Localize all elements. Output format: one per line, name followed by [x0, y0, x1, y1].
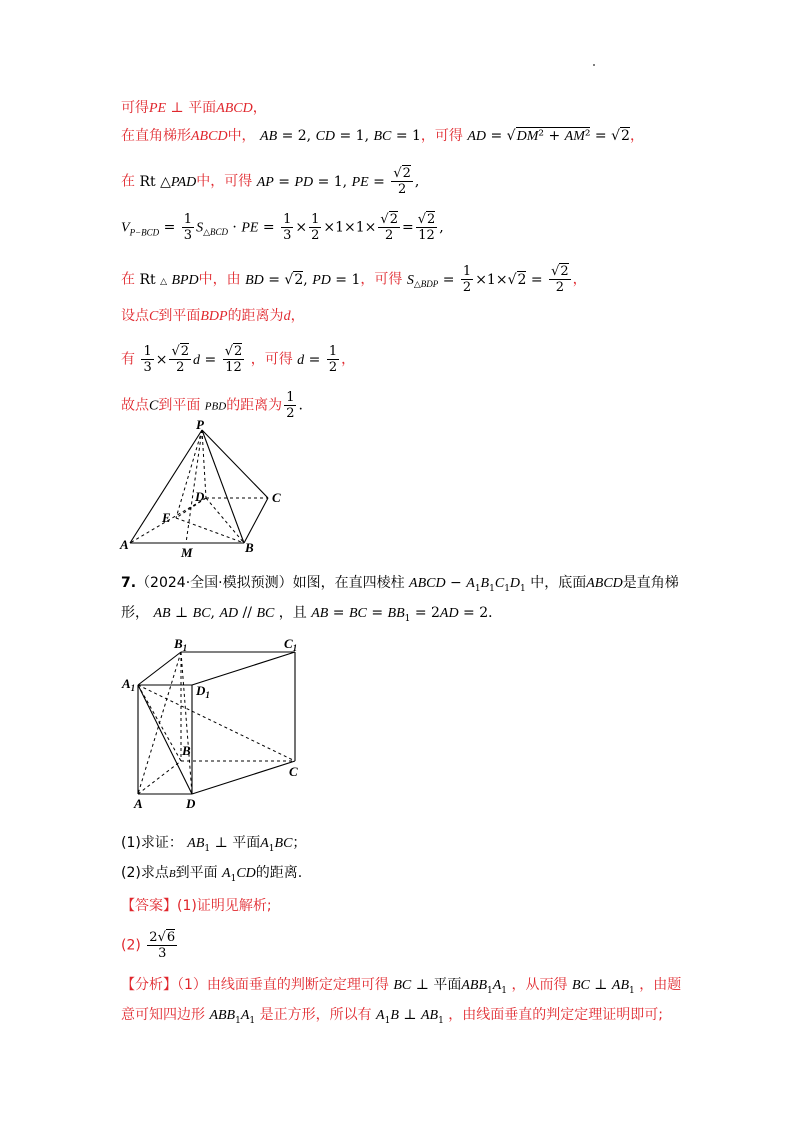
label-D: D — [195, 489, 205, 504]
label-A: A — [134, 796, 143, 811]
pyramid-figure — [118, 418, 298, 560]
solution-line-8: 故点C到平面 PBD的距离为 $\frac{1}{2}$ . — [121, 390, 303, 421]
solution-line-3: 在 Rt △PAD中，可得 AP = PD = 1, PE = $\frac{√2}{2}$ , — [121, 166, 420, 197]
solution-line-6: 设点C到平面BDP的距离为d， — [121, 308, 305, 324]
problem-7-line-1: 7.（2024·全国·模拟预测）如图，在直四棱柱 ABCD − $A_1B_1C_1D_1$ 中，底面ABCD是直角梯 — [121, 575, 679, 594]
solution-line-2: 在直角梯形ABCD中， AB = 2, CD = 1, BC = 1，可得 AD = √DM² + AM² = √2， — [121, 128, 644, 144]
label-B: B — [182, 743, 191, 758]
label-C: C — [272, 490, 281, 505]
question-1: (1)求证： $AB_1$ ⊥ 平面$A_1BC$； — [121, 835, 307, 854]
question-2: (2)求点B到平面 $A_1CD$的距离. — [121, 865, 303, 884]
corner-dot — [593, 64, 595, 66]
label-D1: $D_1$ — [196, 683, 210, 700]
answer-line-2: (2) $\frac{2√6}{3}$ — [121, 930, 176, 961]
solution-line-7: 有 $\frac{1}{3}$ × $\frac{√2}{2}$ d = $\frac{√2}{12}$ ，可得 d = $\frac{1}{2}$ ， — [121, 344, 356, 375]
label-P: P — [196, 418, 204, 432]
solution-line-5: 在 Rt △ BPD中，由 BD = √2, PD = 1，可得 $S_{\triangle BDP}$ = $\frac{1}{2}$ ×1×√2 = $\frac{√2}{2}$ ， — [121, 264, 587, 295]
label-C1: $C_1$ — [284, 636, 298, 653]
solution-line-1: 可得PE ⊥ 平面ABCD， — [121, 100, 267, 116]
label-E: E — [162, 510, 171, 525]
label-C: C — [289, 764, 298, 779]
label-A1: $A_1$ — [122, 676, 136, 693]
analysis-line-1: 【分析】（1）由线面垂直的判断定定理可得 BC ⊥ 平面$ABB_1A_1$ ，从而得 BC ⊥ $AB_1$ ，由题 — [121, 977, 682, 996]
problem-7-line-2: 形， AB ⊥ BC, AD // BC ，且 AB = BC = $BB_1 = 2AD = 2$． — [121, 605, 503, 624]
label-B1: $B_1$ — [174, 636, 188, 653]
label-D: D — [186, 796, 196, 811]
answer-line-1: 【答案】(1)证明见解析; — [121, 898, 272, 914]
label-A: A — [120, 537, 129, 552]
solution-line-4: $V_{P-BCD}$ = $\frac{1}{3}$ $S_{\triangle BCD}$ · PE = $\frac{1}{3}$ × $\frac{1}{2}$ ×1×1× $\frac{√2}{2}$ = $\frac{√2}{12}$ , — [121, 212, 444, 243]
label-B: B — [245, 540, 254, 555]
analysis-line-2: 意可知四边形 $ABB_1A_1$ 是正方形，所以有 $A_1B$ ⊥ $AB_1$ ，由线面垂直的判定定理证明即可; — [121, 1007, 663, 1026]
label-M: M — [181, 545, 193, 560]
prism-figure — [118, 632, 318, 812]
